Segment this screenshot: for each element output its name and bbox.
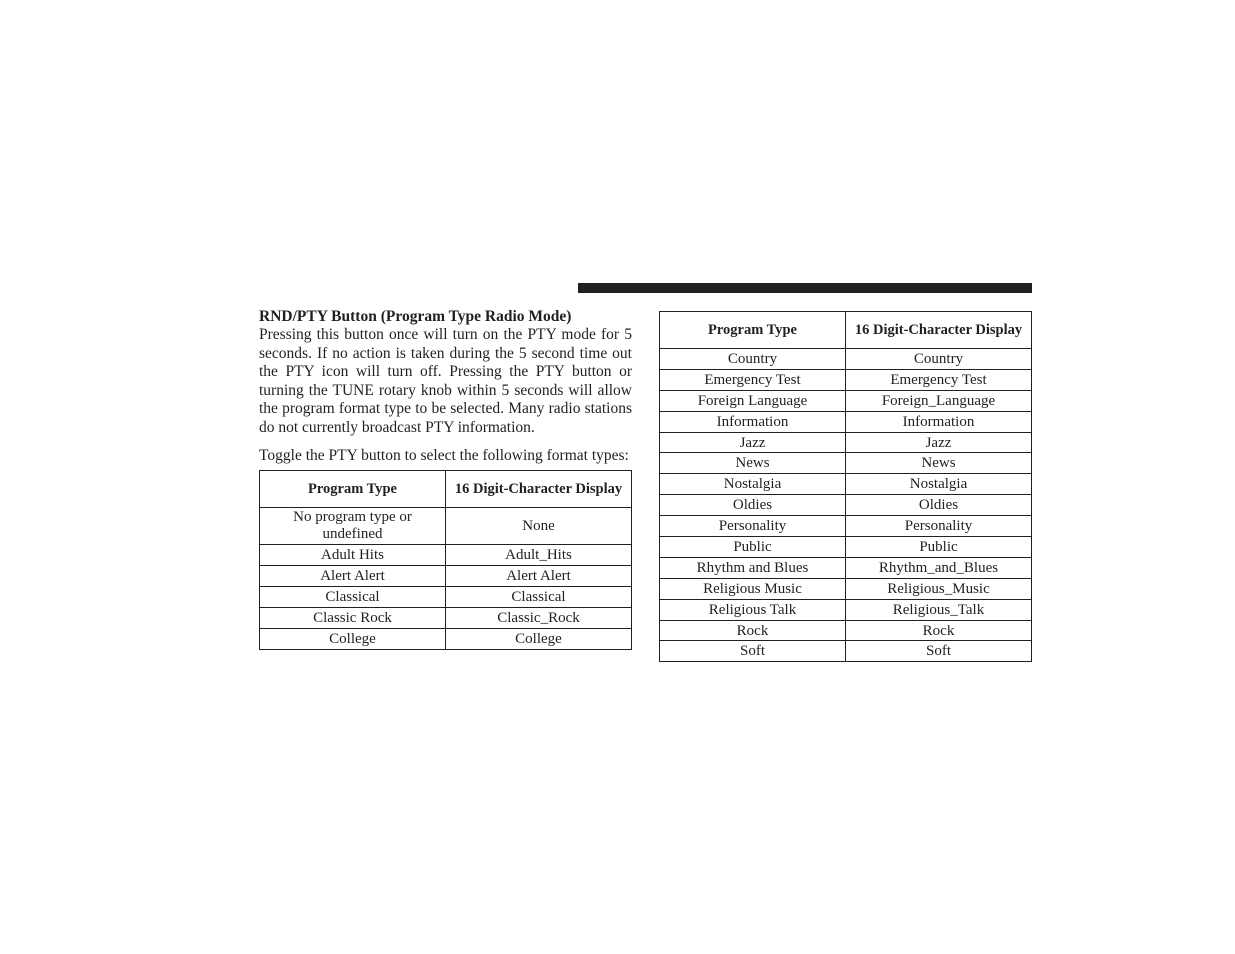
program-type-cell: News — [660, 453, 846, 474]
table-row — [660, 474, 1032, 495]
program-type-cell: Soft — [660, 641, 846, 662]
display-cell: Public — [846, 537, 1032, 558]
program-type-cell: College — [260, 628, 446, 649]
table-row — [260, 566, 632, 587]
table-row — [660, 620, 1032, 641]
display-cell: News — [846, 453, 1032, 474]
display-cell: Emergency Test — [846, 369, 1032, 390]
program-type-cell: Public — [660, 537, 846, 558]
program-type-cell: Jazz — [660, 432, 846, 453]
program-type-table-left — [259, 470, 632, 649]
table-row — [260, 628, 632, 649]
program-type-cell: Information — [660, 411, 846, 432]
program-type-cell: Emergency Test — [660, 369, 846, 390]
display-cell: Classical — [446, 586, 632, 607]
pty-toggle-paragraph: Toggle the PTY button to select the following format types: — [259, 446, 629, 464]
column-header-display: 16 Digit-Character Display — [846, 312, 1032, 349]
section-header-bar — [578, 283, 1032, 293]
section-heading: RND/PTY Button (Program Type Radio Mode) — [259, 308, 572, 325]
program-type-cell: Foreign Language — [660, 390, 846, 411]
program-type-cell: Rhythm and Blues — [660, 557, 846, 578]
table-row — [660, 495, 1032, 516]
table-row — [660, 390, 1032, 411]
display-cell: Rhythm_and_Blues — [846, 557, 1032, 578]
column-header-program-type: Program Type — [660, 312, 846, 349]
table-row — [660, 557, 1032, 578]
column-header-program-type: Program Type — [260, 471, 446, 508]
display-cell: None — [446, 508, 632, 545]
display-cell: Oldies — [846, 495, 1032, 516]
table-row — [660, 578, 1032, 599]
display-cell: Jazz — [846, 432, 1032, 453]
table-row — [660, 349, 1032, 370]
program-type-cell: Country — [660, 349, 846, 370]
table-row — [260, 508, 632, 545]
program-type-cell: Classical — [260, 586, 446, 607]
table-row — [660, 537, 1032, 558]
display-cell: Religious_Talk — [846, 599, 1032, 620]
table-row — [660, 453, 1032, 474]
program-type-table-right — [659, 311, 1032, 662]
display-cell: Country — [846, 349, 1032, 370]
display-cell: Personality — [846, 516, 1032, 537]
display-cell: Rock — [846, 620, 1032, 641]
table-row — [260, 607, 632, 628]
table-row — [660, 516, 1032, 537]
table-row — [660, 432, 1032, 453]
table-row — [660, 369, 1032, 390]
left-column — [259, 306, 632, 650]
display-cell: Soft — [846, 641, 1032, 662]
program-type-cell: Nostalgia — [660, 474, 846, 495]
display-cell: Religious_Music — [846, 578, 1032, 599]
display-cell: Foreign_Language — [846, 390, 1032, 411]
program-type-cell: Rock — [660, 620, 846, 641]
display-cell: Classic_Rock — [446, 607, 632, 628]
table-row — [660, 411, 1032, 432]
display-cell: Alert Alert — [446, 566, 632, 587]
display-cell: College — [446, 628, 632, 649]
program-type-cell: No program type or undefined — [260, 508, 446, 545]
table-header-row — [660, 312, 1032, 349]
program-type-cell: Religious Talk — [660, 599, 846, 620]
table-row — [260, 545, 632, 566]
program-type-cell: Classic Rock — [260, 607, 446, 628]
display-cell: Information — [846, 411, 1032, 432]
program-type-cell: Personality — [660, 516, 846, 537]
program-type-cell: Oldies — [660, 495, 846, 516]
display-cell: Adult_Hits — [446, 545, 632, 566]
table-row — [660, 599, 1032, 620]
table-row — [660, 641, 1032, 662]
right-column — [659, 311, 1032, 662]
program-type-cell: Alert Alert — [260, 566, 446, 587]
table-row — [260, 586, 632, 607]
table-header-row — [260, 471, 632, 508]
pty-description-paragraph: Pressing this button once will turn on the PTY mode for 5 seconds. If no action is taken during the 5 second time out the PTY icon will turn off. Pressing the PTY button or turning the TUNE rotary knob within 5 seconds will allow the program format type to be selected. Many radio stations do not currently broadcast PTY information. — [259, 326, 632, 436]
program-type-cell: Religious Music — [660, 578, 846, 599]
display-cell: Nostalgia — [846, 474, 1032, 495]
program-type-cell: Adult Hits — [260, 545, 446, 566]
column-header-display: 16 Digit-Character Display — [446, 471, 632, 508]
